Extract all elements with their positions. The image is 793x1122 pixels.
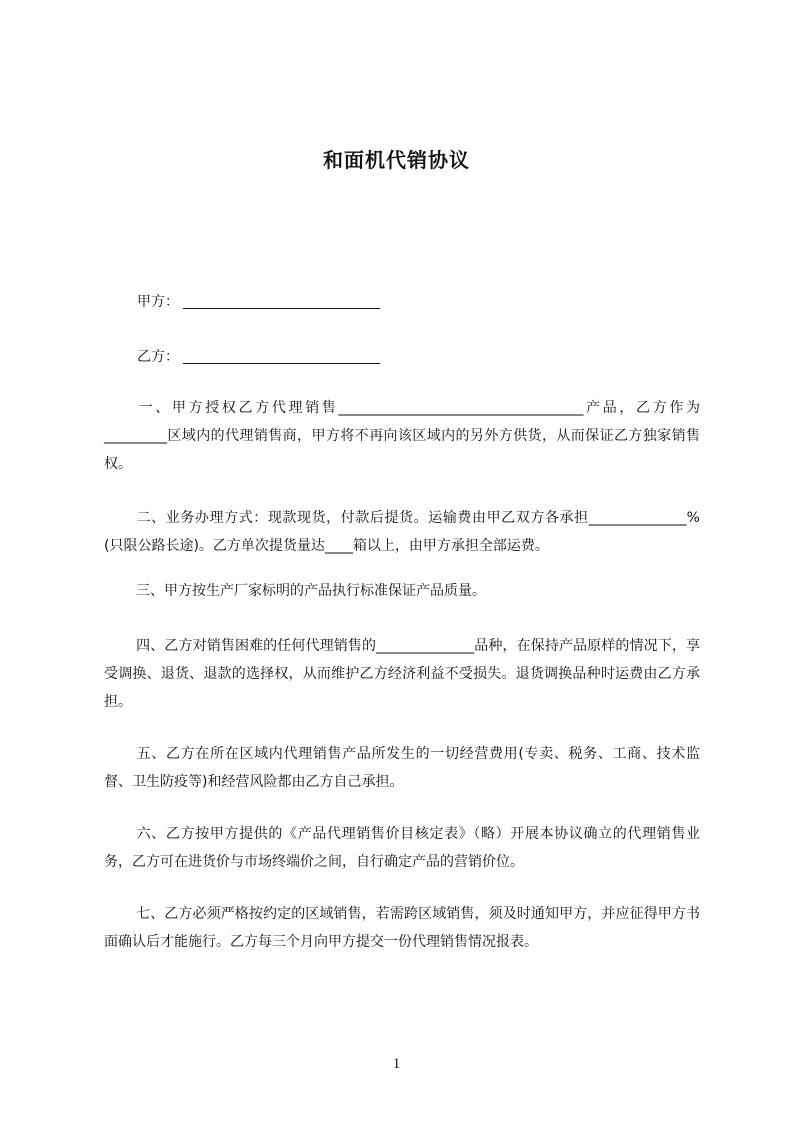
party-b-label: 乙方：	[137, 349, 179, 365]
clause-5	[104, 740, 700, 796]
page-number: 1	[392, 1056, 401, 1072]
party-a-line	[137, 291, 380, 311]
clause-3-text: 三、甲方按生产厂家标明的产品执行标准保证产品质量。	[136, 583, 486, 599]
clause-2-text: 二、业务办理方式：现款现货，付款后提货。运输费由甲乙双方各承担______________%(只限公路长途)。乙方单次提货量达____箱以上，由甲方承担全部运费。	[104, 510, 700, 554]
party-b-blank	[183, 349, 380, 364]
clause-7-text: 七、乙方必须严格按约定的区域销售，若需跨区域销售，须及时通知甲方，并应征得甲方书面确认后才能施行。乙方每三个月向甲方提交一份代理销售情况报表。	[104, 906, 700, 950]
clause-2	[104, 504, 700, 560]
clause-1-text: 一、甲方授权乙方代理销售___________________________________产品，乙方作为_________区域内的代理销售商，甲方将不再向该区域内的另外方供货，从而保证乙方独家销售权。	[104, 400, 700, 472]
party-b-line	[137, 346, 380, 366]
party-a-label: 甲方：	[137, 294, 179, 310]
clause-6	[104, 820, 700, 876]
document-title: 和面机代销协议	[323, 148, 470, 172]
clause-7	[104, 900, 700, 956]
clause-4-text: 四、乙方对销售困难的任何代理销售的______________品种，在保持产品原样的情况下，享受调换、退货、退款的选择权，从而维护乙方经济利益不受损失。退货调换品种时运费由乙方承担。	[104, 638, 700, 710]
party-a-blank	[183, 294, 380, 309]
clause-6-text: 六、乙方按甲方提供的《产品代理销售价目核定表》（略）开展本协议确立的代理销售业务，乙方可在进货价与市场终端价之间，自行确定产品的营销价位。	[104, 826, 700, 870]
clause-3	[104, 577, 700, 605]
clause-1	[104, 394, 700, 478]
clause-5-text: 五、乙方在所在区域内代理销售产品所发生的一切经营费用(专卖、税务、工商、技术监督、卫生防疫等)和经营风险都由乙方自己承担。	[104, 746, 700, 790]
clause-4	[104, 632, 700, 716]
